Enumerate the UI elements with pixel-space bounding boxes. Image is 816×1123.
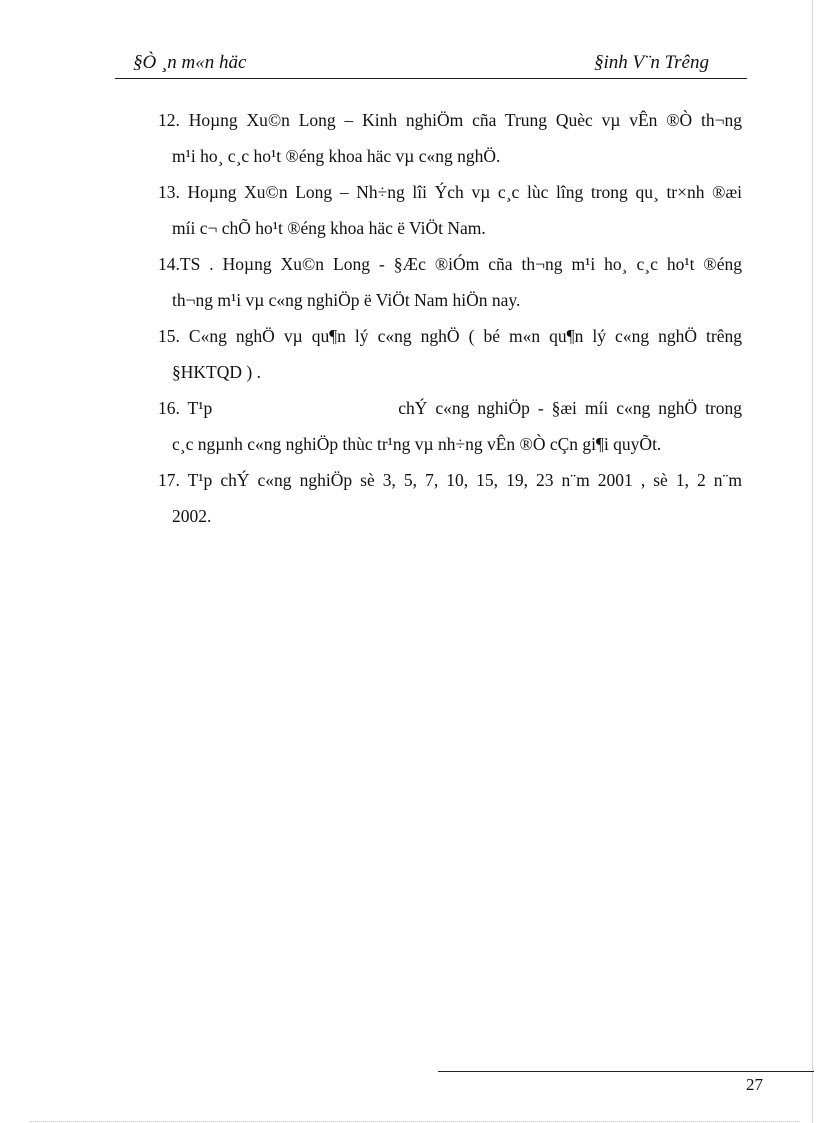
page-header [115, 52, 747, 79]
reference-item-15 [158, 318, 742, 390]
reference-line-continued: c¸c ngµnh c«ng nghiÖp thùc tr¹ng vµ nh÷ng vÊn ®Ò cÇn gi¶i quyÕt. [172, 434, 662, 454]
reference-line-continued: 2002. [172, 506, 212, 526]
page-bottom-dotted-line [30, 1121, 800, 1122]
reference-item-17 [158, 462, 742, 534]
reference-line: 17. T¹p chÝ c«ng nghiÖp sè 3, 5, 7, 10, 15, 19, 23 n¨m 2001 , sè 1, 2 n¨m [158, 470, 742, 490]
reference-line-start: 16. T¹p [158, 398, 213, 418]
reference-list [158, 102, 742, 534]
reference-line: 13. Hoµng Xu©n Long – Nh÷ng lîi Ých vµ c¸c lùc lîng trong qu¸ tr×nh ®æi [158, 182, 742, 202]
page-number: 27 [746, 1075, 763, 1094]
reference-line-continued: §HKTQD ) . [172, 362, 261, 382]
footer-rule [438, 1071, 814, 1072]
reference-line-continued: m¹i ho¸ c¸c ho¹t ®éng khoa häc vµ c«ng nghÖ. [172, 146, 501, 166]
reference-item-14 [158, 246, 742, 318]
reference-item-16 [158, 390, 742, 462]
reference-line: 14.TS . Hoµng Xu©n Long - §Æc ®iÓm cña th¬ng m¹i ho¸ c¸c ho¹t ®éng [158, 254, 742, 274]
reference-line [158, 390, 742, 426]
reference-item-12 [158, 102, 742, 174]
reference-line: 15. C«ng nghÖ vµ qu¶n lý c«ng nghÖ ( bé m«n qu¶n lý c«ng nghÖ trêng [158, 326, 742, 346]
reference-item-13 [158, 174, 742, 246]
reference-line-continued: th¬ng m¹i vµ c«ng nghiÖp ë ViÖt Nam hiÖn nay. [172, 290, 521, 310]
header-left-title: §Ò ¸n m«n häc [133, 52, 247, 73]
reference-line-end: chÝ c«ng nghiÖp - §æi míi c«ng nghÖ trong [398, 398, 743, 418]
reference-line-continued: míi c¬ chÕ ho¹t ®éng khoa häc ë ViÖt Nam. [172, 218, 486, 238]
reference-line: 12. Hoµng Xu©n Long – Kinh nghiÖm cña Trung Quèc vµ vÊn ®Ò th¬ng [158, 110, 742, 130]
header-right-author: §inh V¨n Trêng [593, 52, 709, 73]
